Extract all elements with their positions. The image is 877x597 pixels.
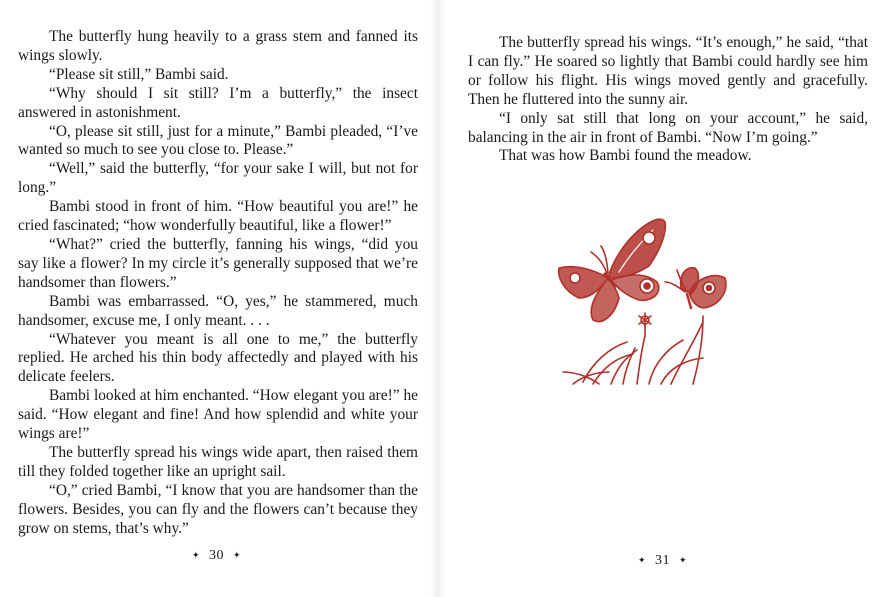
page-number: 30 — [209, 548, 225, 563]
page-number: 31 — [655, 553, 671, 568]
ornament-icon: ✦ — [233, 549, 242, 560]
left-page — [0, 0, 438, 597]
paragraph: Bambi stood in front of him. “How beautiful you are!” he cried fascinated; “how wonderfully beautiful, like a flower!” — [18, 198, 418, 235]
paragraph: The butterfly spread his wings. “It’s enough,” he said, “that I can fly.” He soared so lightly that Bambi could hardly see him or follow his flight. His wings moved gently and gracefully. Then he fluttered into the sunny air. — [468, 34, 868, 108]
paragraph: “Well,” said the butterfly, “for your sake I will, but not for long.” — [18, 160, 418, 197]
paragraph: “What?” cried the butterfly, fanning his wings, “did you say like a flower? In my circle it’s generally supposed that we’re handsomer than flowers.” — [18, 235, 418, 291]
right-page — [438, 0, 877, 597]
paragraph: “O,” cried Bambi, “I know that you are handsomer than the flowers. Besides, you can fly and the flowers can’t because they grow on stems, that’s why.” — [18, 481, 418, 537]
paragraph: Bambi looked at him enchanted. “How elegant you are!” he said. “How elegant and fine! And how splendid and white your wings are!” — [18, 387, 418, 443]
paragraph: “O, please sit still, just for a minute,” Bambi pleaded, “I’ve wanted so much to see you close to. Please.” — [18, 122, 418, 159]
paragraph: “I only sat still that long on your account,” he said, balancing in the air in front of Bambi. “Now I’m going.” — [468, 109, 868, 146]
paragraph: Bambi was embarrassed. “O, yes,” he stammered, much handsomer, excuse me, I only meant. . . . — [18, 292, 418, 329]
page-number-31 — [638, 553, 687, 569]
paragraph: “Why should I sit still? I’m a butterfly,” the insect answered in astonishment. — [18, 84, 418, 121]
ornament-icon: ✦ — [192, 549, 201, 560]
page-number-30 — [192, 548, 241, 564]
ornament-icon: ✦ — [638, 554, 647, 565]
paragraph: “Whatever you meant is all one to me,” the butterfly replied. He arched his thin body affectedly and played with his delicate feelers. — [18, 330, 418, 386]
right-page-text — [468, 34, 868, 166]
paragraph: The butterfly hung heavily to a grass stem and fanned its wings slowly. — [18, 28, 418, 64]
butterflies-over-grass-illustration — [553, 212, 753, 387]
paragraph: The butterfly spread his wings wide apart, then raised them till they folded together like an upright sail. — [18, 443, 418, 480]
left-page-text — [18, 28, 418, 538]
paragraph: That was how Bambi found the meadow. — [499, 147, 752, 165]
ornament-icon: ✦ — [679, 554, 688, 565]
paragraph: “Please sit still,” Bambi said. — [49, 65, 229, 83]
